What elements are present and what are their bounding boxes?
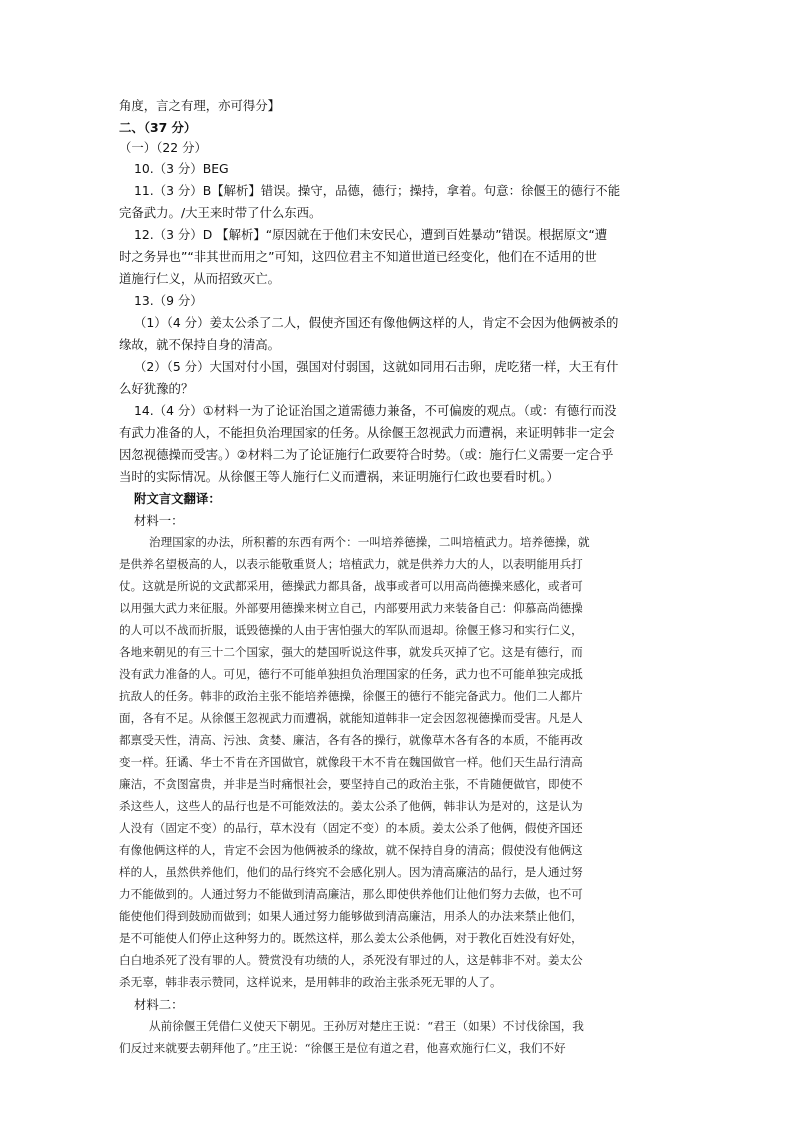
translation-line: 们反过来就要去朝拜他了。”庄王说：“徐偃王是位有道之君，他喜欢施行仁义，我们不好 — [119, 1041, 566, 1055]
text-line: 完备武力。/大王来时带了什么东西。 — [119, 205, 322, 220]
translation-line: 治理国家的办法，所积蓄的东西有两个：一叫培养德操，二叫培植武力。培养德操，就 — [149, 535, 590, 549]
translation-line: 以用强大武力来征服。外部要用德操来树立自己，内部要用武力来装备自己：仰慕高尚德操 — [119, 601, 583, 615]
translation-line: 廉洁，不贪图富贵，并非是当时痛恨社会，要坚持自己的政治主张，不肯随便做官，即使不 — [119, 777, 583, 791]
translation-line: 力不能做到的。人通过努力不能做到清高廉洁，那么即使供养他们让他们努力去做，也不可 — [119, 887, 583, 901]
translation-line: 杀无辜，韩非表示赞同，这样说来，是用韩非的政治主张杀死无罪的人了。 — [119, 975, 502, 989]
text-line: 么好犹豫的？ — [119, 381, 194, 396]
translation-line: 仗。这就是所说的文武都采用，德操武力都具备，战事或者可以用高尚德操来感化，或者可 — [119, 579, 583, 593]
section-heading: 二、（37 分） — [119, 120, 197, 135]
translation-line: 没有武力准备的人。可见，德行不可能单独担负治理国家的任务，武力也不可能单独完成抵 — [119, 667, 583, 681]
answer-11: 11.（3 分）B【解析】错误。操守，品德，德行；操持，拿着。句意：徐偃王的德行不能 — [134, 183, 621, 198]
translation-line: 都禀受天性，清高、污浊、贪婪、廉洁，各有各的操行，就像草木各有各的本质，不能再改 — [119, 733, 583, 747]
subsection-heading: （一）（22 分） — [119, 140, 207, 155]
translation-line: 人没有（固定不变）的品行，草木没有（固定不变）的本质。姜太公杀了他俩，假使齐国还 — [119, 821, 583, 835]
text-line: 缘故，就不保持自身的清高。 — [119, 337, 281, 352]
translation-line: 能使他们得到鼓励而做到；如果人通过努力能够做到清高廉洁，用杀人的办法来禁止他们， — [119, 909, 583, 923]
text-line: 角度，言之有理，亦可得分】 — [119, 98, 281, 113]
answer-14: 14.（4 分）①材料一为了论证治国之道需德力兼备，不可偏废的观点。（或：有德行而没 — [134, 403, 617, 418]
answer-12: 12.（3 分）D 【解析】“原因就在于他们未安民心，遭到百姓暴动”错误。根据原文“遭 — [134, 227, 608, 242]
translation-line: 是不可能使人们停止这种努力的。既然这样，那么姜太公杀他俩，对于教化百姓没有好处， — [119, 931, 583, 945]
text-line: 有武力准备的人，不能担负治理国家的任务。从徐偃王忽视武力而遭祸，来证明韩非一定会 — [119, 425, 615, 440]
text-line: 时之务异也”“非其世而用之”可知，这四位君主不知道世道已经变化，他们在不适用的世 — [119, 249, 597, 264]
translation-line: 白白地杀死了没有罪的人。赞赏没有功绩的人，杀死没有罪过的人，这是韩非不对。姜太公 — [119, 953, 583, 967]
text-line: 道施行仁义，从而招致灭亡。 — [119, 271, 281, 286]
translation-line: 是供养名望极高的人，以表示能敬重贤人；培植武力，就是供养力大的人，以表明能用兵打 — [119, 557, 583, 571]
translation-line: 有像他俩这样的人，肯定不会因为他俩被杀的缘故，就不保持自身的清高；假使没有他俩这 — [119, 843, 583, 857]
translation-line: 样的人，虽然供养他们，他们的品行终究不会感化别人。因为清高廉洁的品行，是人通过努 — [119, 865, 583, 879]
answer-13-1: （1）（4 分）姜太公杀了二人，假使齐国还有像他俩这样的人，肯定不会因为他俩被杀的 — [134, 315, 619, 330]
translation-line: 从前徐偃王凭借仁义使天下朝见。王孙厉对楚庄王说：“君王（如果）不讨伐徐国，我 — [149, 1019, 584, 1033]
translation-line: 面，各有不足。从徐偃王忽视武力而遭祸，就能知道韩非一定会因忽视德操而受害。凡是人 — [119, 711, 583, 725]
material-two-label: 材料二： — [134, 997, 184, 1012]
answer-10: 10.（3 分）BEG — [134, 161, 229, 176]
translation-heading: 附文言文翻译： — [134, 491, 221, 506]
translation-line: 各地来朝见的有三十二个国家，强大的楚国听说这件事，就发兵灭掉了它。这是有德行，而 — [119, 645, 583, 659]
translation-line: 杀这些人，这些人的品行也是不可能效法的。姜太公杀了他俩，韩非认为是对的，这是认为 — [119, 799, 583, 813]
text-line: 因忽视德操而受害。）②材料二为了论证施行仁政要符合时势。（或：施行仁义需要一定合乎 — [119, 447, 614, 462]
answer-13-2: （2）（5 分）大国对付小国，强国对付弱国，这就如同用石击卵，虎吃猪一样，大王有什 — [134, 359, 619, 374]
translation-line: 抗敌人的任务。韩非的政治主张不能培养德操，徐偃王的德行不能完备武力。他们二人都片 — [119, 689, 583, 703]
text-line: 当时的实际情况。从徐偃王等人施行仁义而遭祸，来证明施行仁政也要看时机。） — [119, 469, 559, 484]
translation-line: 的人可以不战而折服，诋毁德操的人由于害怕强大的军队而退却。徐偃王修习和实行仁义， — [119, 623, 583, 637]
material-one-label: 材料一： — [134, 513, 184, 528]
answer-13: 13.（9 分） — [134, 293, 203, 308]
translation-line: 变一样。狂谲、华士不肯在齐国做官，就像段干木不肯在魏国做官一样。他们天生品行清高 — [119, 755, 583, 769]
